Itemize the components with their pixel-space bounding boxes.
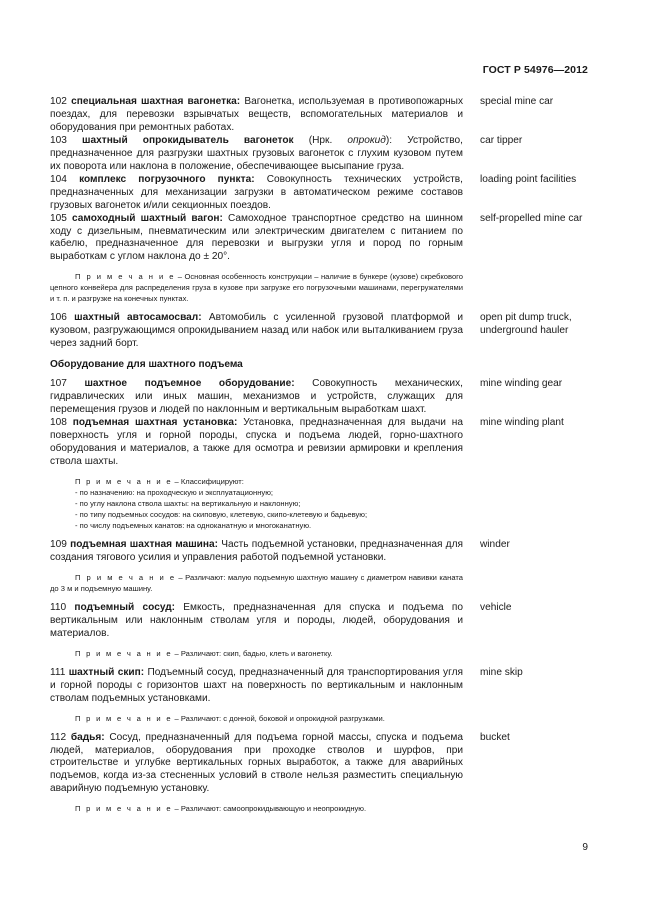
note-list (50, 487, 463, 531)
document-header: ГОСТ Р 54976—2012 (482, 64, 588, 76)
term-name: специальная шахтная вагонетка: (71, 96, 241, 107)
term-english: bucket (480, 731, 510, 743)
term-name: бадья: (70, 731, 105, 743)
term-entry-103: 103 шахтный опрокидыватель вагонеток (Нрк. опрокид): Устройство, предназначенное для разгрузки шахтных грузовых вагонеток с глухим кузовом путем их поворота или наклона в положение, обеспечивающее высыпание груза. car tipper (50, 135, 590, 174)
term-definition: Совокупность механических, гидравлических или иных машин, механизмов и устройств, служащих для перемещения грузов и людей по наклонным и вертикальным выработкам шахт. (50, 378, 463, 416)
term-definition: Емкость, предназначенная для спуска и подъема по вертикальным или наклонным стволам угля и породы, людей, оборудования и материалов. (50, 601, 463, 639)
note-label: П р и м е ч а н и е (75, 648, 173, 658)
term-definition: Совокупность технических устройств, предназначенных для механизации загрузки в автоматическом режиме составов грузовых вагонеток и/или секционных поездов. (50, 173, 463, 211)
note-label: П р и м е ч а н и е (75, 713, 173, 723)
term-english: car tipper (480, 134, 523, 146)
term-definition: Установка, предназначенная для выдачи на поверхность угля и горной породы, спуска и подъема людей, горно-шахтного оборудования и материалов, а также для осмотра и ревизии армировки и крепления ствола шахты. (50, 417, 463, 467)
term-entry-109: 109 подъемная шахтная машина: Часть подъемной установки, предназначенная для создания тягового усилия и управления работой подъемной установки. winder (50, 539, 590, 565)
note-list-item: - по назначению: на проходческую и эксплуатационную; (75, 487, 274, 497)
term-definition: ): Устройство, предназначенное для разгрузки шахтных грузовых вагонеток с глухим кузовом путем их поворота или наклона в положение, обеспечивающее высыпание груза. (50, 134, 463, 172)
term-english: mine winding gear (480, 378, 563, 390)
term-definition: Вагонетка, используемая в противопожарных поездах, для перевозки взрывчатых веществ, вспомогательных материалов и оборудования при ремонтных работах. (50, 96, 464, 133)
term-entry-102: 102 специальная шахтная вагонетка: Вагонетка, используемая в противопожарных поездах, для перевозки взрывчатых веществ, вспомогательных материалов и оборудования при ремонтных работах. special mine car (50, 96, 590, 135)
note-label: П р и м е ч а н и е (75, 476, 173, 486)
page-number: 9 (582, 842, 588, 853)
section-title: Оборудование для шахтного подъема (50, 359, 243, 371)
term-name: подъемная шахтная установка: (72, 417, 238, 429)
note-list-item: - по типу подъемных сосудов: на скиповую, клетевую, скипо-клетевую и бадьевую; (75, 509, 368, 519)
term-definition: Подъемный сосуд, предназначенный для транспортирования угля и горной породы с горизонтов шахт на поверхность по вертикальным и наклонным стволам подъемных установками. (50, 666, 463, 704)
term-english: winder (480, 538, 510, 550)
note: П р и м е ч а н и е – Различают: скип, бадью, клеть и вагонетку. (75, 648, 333, 658)
term-definition: Сосуд, предназначенный для подъема горной массы, спуска и подъема людей, материалов, оборудования при проходке стволов и шурфов, при строительстве и углубке вертикальных горных выработок, а также для аварийных подъемов, когда из-за стесненных условий в стволе нельзя разместить специальную аварийную подъемную установку. (50, 731, 463, 795)
term-entry-104: 104 комплекс погрузочного пункта: Совокупность технических устройств, предназначенных для механизации загрузки в автоматическом режиме составов грузовых вагонеток и/или секционных поездов. loading point facilities (50, 174, 590, 213)
term-definition: Автомобиль с усиленной грузовой платформой и кузовом, разгружающимся опрокидыванием назад или набок или выталкиванием груза через задний борт. (50, 312, 463, 350)
term-english: open pit dump truck, underground hauler (480, 312, 572, 337)
glossary-content (50, 96, 590, 814)
term-entry-111: 111 шахтный скип: Подъемный сосуд, предназначенный для транспортирования угля и горной породы с горизонтов шахт на поверхность по вертикальным и наклонным стволам подъемных установками. mine skip (50, 667, 590, 706)
term-name: шахтный автосамосвал: (74, 312, 202, 324)
term-definition: Самоходное транспортное средство на шинном ходу с дизельным, пневматическим или электрическим двигателем с питанием по кабелю, предназначенное для перевозки и выгрузки угля и пород по горным выработкам с углом наклона до ± 20°. (50, 212, 463, 263)
term-entry-112: 112 бадья: Сосуд, предназначенный для подъема горной массы, спуска и подъема людей, материалов, оборудования при проходке стволов и шурфов, при строительстве и углубке вертикальных горных выработок, а также для аварийных подъемов, когда из-за стесненных условий в стволе нельзя разместить специальную аварийную подъемную установку. bucket (50, 732, 590, 797)
term-name: шахтный опрокидыватель вагонеток (82, 134, 294, 146)
note-label: П р и м е ч а н и е (75, 272, 176, 282)
note-label: П р и м е ч а н и е (75, 804, 173, 814)
term-deprecated: опрокид (347, 134, 386, 146)
note: П р и м е ч а н и е – Различают: с донной, боковой и опрокидной разгрузками. (75, 713, 385, 723)
note-label: П р и м е ч а н и е (75, 572, 176, 582)
term-name: шахтное подъемное оборудование: (84, 378, 295, 390)
term-name: комплекс погрузочного пункта: (79, 173, 255, 185)
note: П р и м е ч а н и е – Различают: самоопрокидывающую и неопрокидную. (75, 804, 367, 814)
term-entry-107: 107 шахтное подъемное оборудование: Совокупность механических, гидравлических или иных машин, механизмов и устройств, служащих для перемещения грузов и людей по наклонным и вертикальным выработкам шахт. mine winding gear (50, 378, 590, 417)
note: П р и м е ч а н и е – Основная особенность конструкции – наличие в бункере (кузове) скребкового цепного конвейера для распределения груза в кузове при загрузке его погрузочными машинами, перегружателями и т. п. и разгрузке на конечных пунктах. (50, 272, 463, 304)
term-entry-110: 110 подъемный сосуд: Емкость, предназначенная для спуска и подъема по вертикальным или наклонным стволам угля и породы, людей, оборудования и материалов. vehicle (50, 602, 590, 641)
term-english: special mine car (480, 96, 554, 107)
term-english: mine winding plant (480, 417, 564, 429)
term-definition: Часть подъемной установки, предназначенная для создания тягового усилия и управления работой подъемной установки. (50, 538, 463, 563)
term-english: vehicle (480, 601, 512, 613)
note: П р и м е ч а н и е – Различают: малую подъемную шахтную машину с диаметром навивки каната до 3 м и подъемную машину. (50, 572, 463, 593)
term-entry-105: 105 самоходный шахтный вагон: Самоходное транспортное средство на шинном ходу с дизельным, пневматическим или электрическим двигателем с питанием по кабелю, предназначенное для перевозки и выгрузки угля и пород по горным выработкам с углом наклона до ± 20°. self-propelled mine car (50, 213, 590, 265)
term-entry-106: 106 шахтный автосамосвал: Автомобиль с усиленной грузовой платформой и кузовом, разгружающимся опрокидыванием назад или набок или выталкиванием груза через задний борт. open pit dump truck, underground hauler (50, 312, 590, 351)
term-name: подъемный сосуд: (74, 601, 175, 613)
note-list-item: - по числу подъемных канатов: на одноканатную и многоканатную. (75, 520, 312, 530)
term-english: self-propelled mine car (480, 212, 583, 224)
term-english: loading point facilities (480, 173, 577, 185)
term-entry-108: 108 подъемная шахтная установка: Установка, предназначенная для выдачи на поверхность угля и горной породы, спуска и подъема людей, горно-шахтного оборудования и материалов, а также для осмотра и ревизии армировки и крепления ствола шахты. mine winding plant (50, 417, 590, 469)
term-name: самоходный шахтный вагон: (72, 212, 223, 224)
term-name: подъемная шахтная машина: (70, 538, 219, 550)
term-name: шахтный скип: (68, 666, 145, 678)
note-list-item: - по углу наклона ствола шахты: на вертикальную и наклонную; (75, 498, 301, 508)
note: П р и м е ч а н и е – Классифицируют: (75, 476, 244, 486)
term-english: mine skip (480, 666, 523, 678)
